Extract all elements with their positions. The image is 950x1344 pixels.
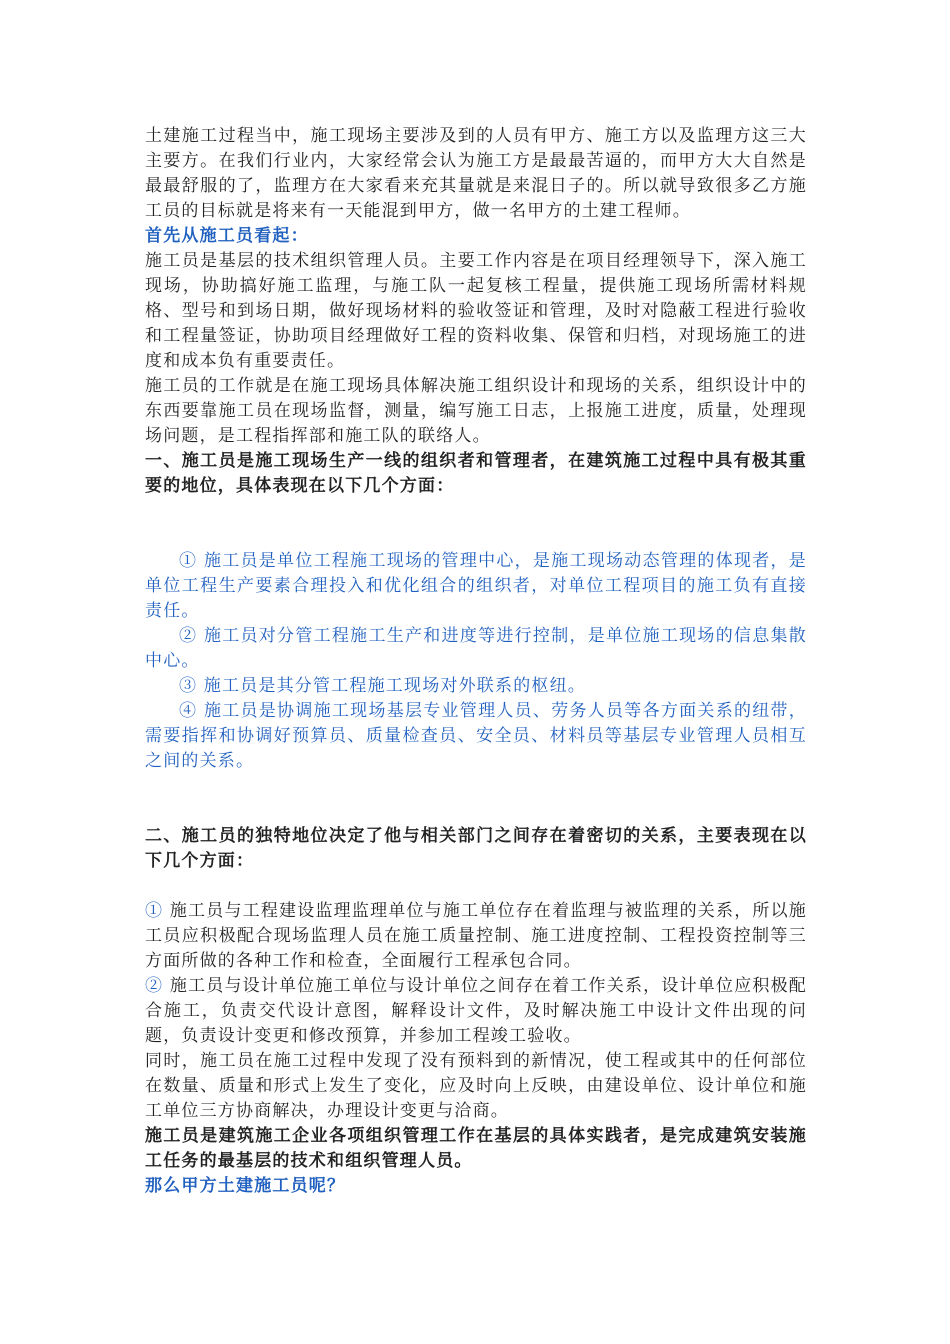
section-one-item-2: ② 施工员对分管工程施工生产和进度等进行控制，是单位施工现场的信息集散中心。 xyxy=(145,626,807,671)
item-marker: ① xyxy=(145,901,164,921)
document-body xyxy=(145,124,807,1199)
design-change-paragraph: 同时，施工员在施工过程中发现了没有预料到的新情况，使工程或其中的任何部位在数量、质量和形式上发生了变化，应及时向上反映，由建设单位、设计单位和施工单位三方协商解决，办理设计变更与洽商。 xyxy=(145,1051,807,1121)
section-two-item-2 xyxy=(145,974,807,1049)
section-two-title: 二、施工员的独特地位决定了他与相关部门之间存在着密切的关系，主要表现在以下几个方面： xyxy=(145,826,807,871)
heading-first-from-constructor: 首先从施工员看起： xyxy=(145,226,309,246)
spacer xyxy=(145,774,807,824)
constructor-duties-paragraph: 施工员是基层的技术组织管理人员。主要工作内容是在项目经理领导下，深入施工现场，协助搞好施工监理，与施工队一起复核工程量，提供施工现场所需材料规格、型号和到场日期，做好现场材料的验收签证和管理，及时对隐蔽工程进行验收和工程量签证，协助项目经理做好工程的资料收集、保管和归档，对现场施工的进度和成本负有重要责任。 xyxy=(145,251,807,371)
item-marker: ② xyxy=(145,976,164,996)
section-one-item-3: ③ 施工员是其分管工程施工现场对外联系的枢纽。 xyxy=(179,676,587,696)
bold-conclusion: 施工员是建筑施工企业各项组织管理工作在基层的具体实践者，是完成建筑安装施工任务的最基层的技术和组织管理人员。 xyxy=(145,1126,807,1171)
spacer xyxy=(145,874,807,899)
section-two-item-1 xyxy=(145,899,807,974)
section-one-item-4: ④ 施工员是协调施工现场基层专业管理人员、劳务人员等各方面关系的纽带，需要指挥和协调好预算员、质量检查员、安全员、材料员等基层专业管理人员相互之间的关系。 xyxy=(145,701,807,771)
section-two-item-2-text: 施工员与设计单位施工单位与设计单位之间存在着工作关系，设计单位应积极配合施工，负责交代设计意图，解释设计文件，及时解决施工中设计文件出现的问题，负责设计变更和修改预算，并参加工程竣工验收。 xyxy=(145,976,808,1046)
constructor-work-paragraph: 施工员的工作就是在施工现场具体解决施工组织设计和现场的关系，组织设计中的东西要靠施工员在现场监督，测量，编写施工日志，上报施工进度，质量，处理现场问题，是工程指挥部和施工队的联络人。 xyxy=(145,376,807,446)
section-one-title: 一、施工员是施工现场生产一线的组织者和管理者，在建筑施工过程中具有极其重要的地位，具体表现在以下几个方面： xyxy=(145,451,807,496)
section-two-item-1-text: 施工员与工程建设监理监理单位与施工单位存在着监理与被监理的关系，所以施工员应积极配合现场监理人员在施工质量控制、施工进度控制、工程投资控制等三方面所做的各种工作和检查，全面履行工程承包合同。 xyxy=(145,901,808,971)
heading-owner-constructor: 那么甲方土建施工员呢？ xyxy=(145,1176,346,1196)
intro-paragraph: 土建施工过程当中，施工现场主要涉及到的人员有甲方、施工方以及监理方这三大主要方。在我们行业内，大家经常会认为施工方是最最苦逼的，而甲方大大自然是最最舒服的了，监理方在大家看来充其量就是来混日子的。所以就导致很多乙方施工员的目标就是将来有一天能混到甲方，做一名甲方的土建工程师。 xyxy=(145,126,807,221)
spacer xyxy=(145,499,807,549)
section-one-item-1: ① 施工员是单位工程施工现场的管理中心，是施工现场动态管理的体现者，是单位工程生产要素合理投入和优化组合的组织者，对单位工程项目的施工负有直接责任。 xyxy=(145,551,807,621)
